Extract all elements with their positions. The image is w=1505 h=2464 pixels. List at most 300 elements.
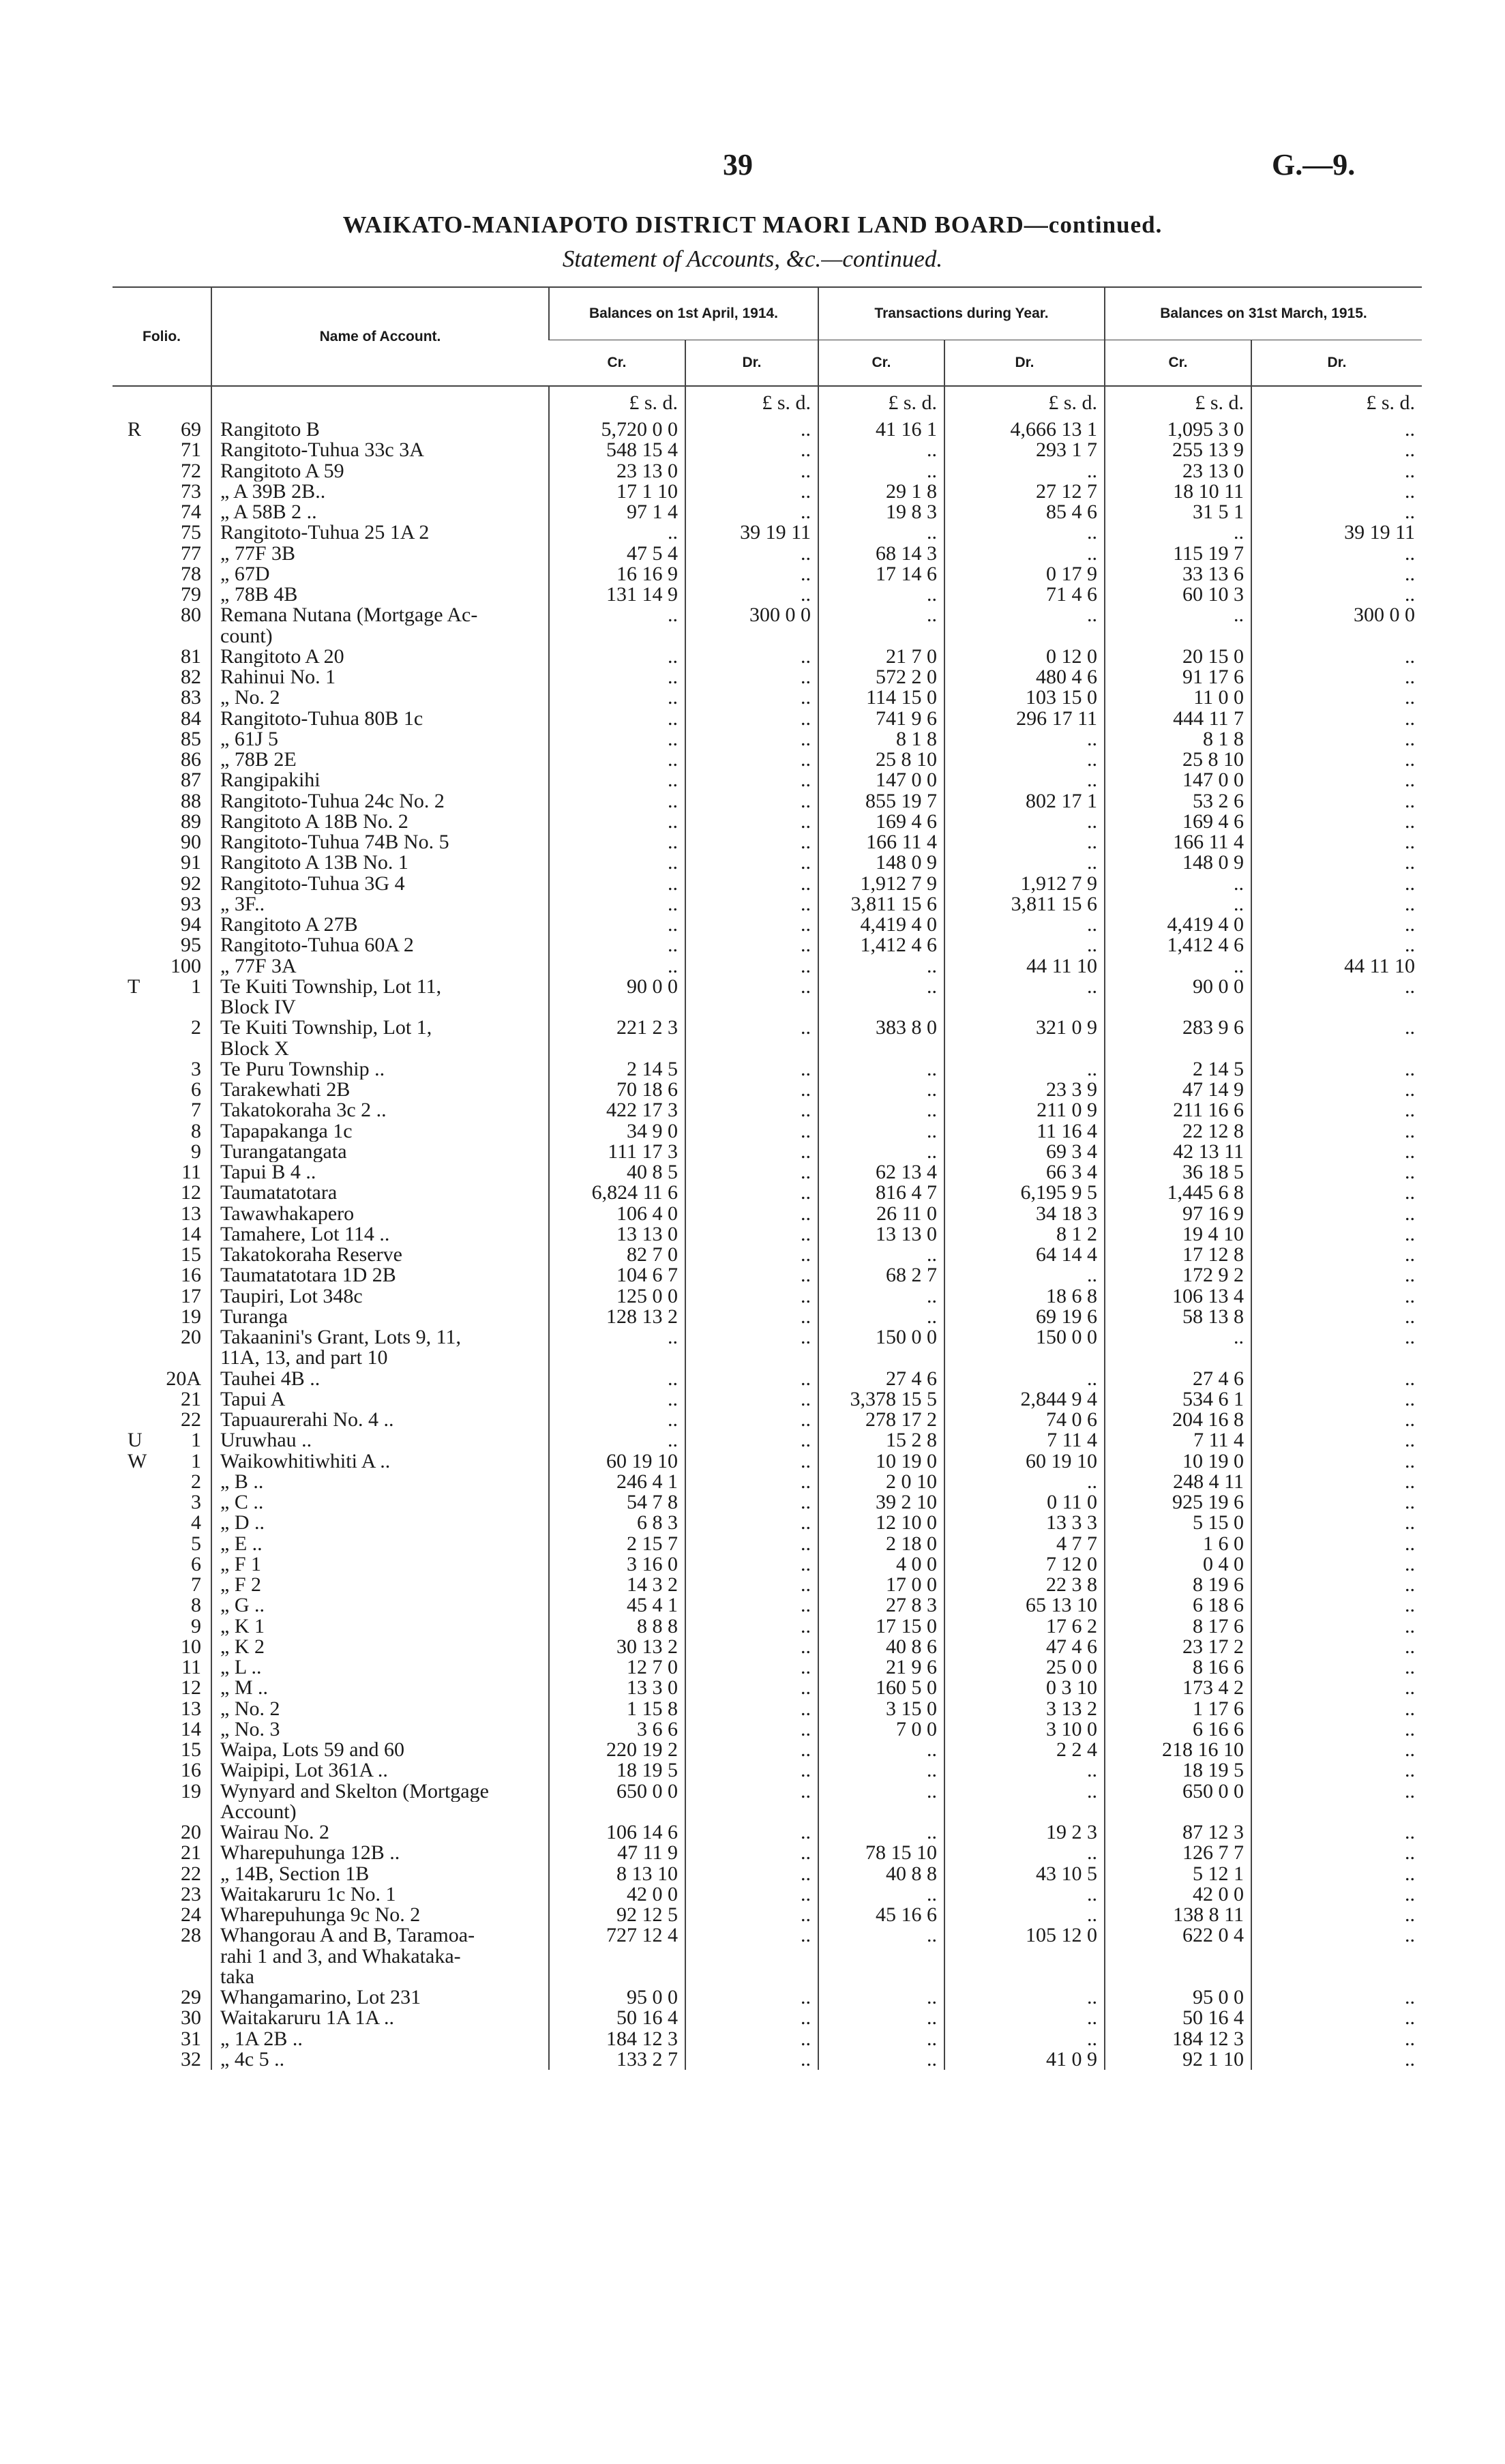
closing-dr-cell: .. <box>1251 1183 1422 1203</box>
transactions-cr-cell: .. <box>818 977 944 997</box>
closing-dr-cell: .. <box>1251 1513 1422 1533</box>
transactions-cr-cell: 3 15 0 <box>818 1699 944 1719</box>
folio-cell <box>113 852 211 873</box>
opening-cr-cell: 82 7 0 <box>549 1245 685 1265</box>
opening-cr-cell: 47 5 4 <box>549 544 685 564</box>
table-row <box>113 544 1422 564</box>
closing-cr-cell: 1,412 4 6 <box>1105 935 1251 955</box>
opening-dr-cell: .. <box>685 832 818 852</box>
folio-number: 81 <box>181 646 201 667</box>
transactions-cr-cell: .. <box>818 1245 944 1265</box>
transactions-dr-cell: .. <box>944 1781 1105 1802</box>
opening-dr-cell: .. <box>685 852 818 873</box>
transactions-dr-cell: .. <box>944 1843 1105 1863</box>
closing-dr-cell: .. <box>1251 1389 1422 1410</box>
transactions-cr-cell: 3,378 15 5 <box>818 1389 944 1410</box>
transactions-cr-cell: .. <box>818 461 944 481</box>
folio-cell <box>113 1162 211 1183</box>
transactions-dr-cell: 11 16 4 <box>944 1121 1105 1142</box>
folio-number: 21 <box>181 1843 201 1864</box>
folio-cell <box>113 874 211 894</box>
opening-cr-cell <box>549 1802 685 1822</box>
folio-cell <box>113 729 211 749</box>
folio-number: 13 <box>181 1203 201 1224</box>
folio-number: 1 <box>191 1430 201 1451</box>
folio-cell <box>113 1410 211 1430</box>
transactions-dr-cell: .. <box>944 1905 1105 1925</box>
closing-cr-cell: .. <box>1105 522 1251 543</box>
transactions-dr-cell: 69 19 6 <box>944 1307 1105 1327</box>
opening-dr-header: Dr. <box>685 340 818 387</box>
folio-cell <box>113 1554 211 1575</box>
opening-dr-cell: .. <box>685 1224 818 1245</box>
closing-cr-cell: 1 6 0 <box>1105 1534 1251 1554</box>
account-name-cell: Remana Nutana (Mortgage Ac- <box>211 605 549 625</box>
table-row <box>113 1039 1422 1059</box>
transactions-dr-cell: 1,912 7 9 <box>944 874 1105 894</box>
folio-cell <box>113 1245 211 1265</box>
transactions-dr-cell: 2,844 9 4 <box>944 1389 1105 1410</box>
table-row <box>113 1719 1422 1740</box>
closing-dr-cell <box>1251 1039 1422 1059</box>
name-header: Name of Account. <box>211 287 549 386</box>
folio-number: 73 <box>181 481 201 502</box>
table-row <box>113 1018 1422 1038</box>
closing-dr-cell: .. <box>1251 502 1422 522</box>
closing-cr-cell: 6 18 6 <box>1105 1595 1251 1616</box>
opening-cr-cell: 8 8 8 <box>549 1616 685 1637</box>
folio-number: 78 <box>181 563 201 584</box>
opening-balances-header: Balances on 1st April, 1914. <box>549 287 818 340</box>
account-name-cell: Rangitoto A 59 <box>211 461 549 481</box>
transactions-dr-cell: .. <box>944 729 1105 749</box>
closing-dr-cell <box>1251 1348 1422 1368</box>
opening-dr-cell: .. <box>685 791 818 812</box>
transactions-cr-cell: 816 4 7 <box>818 1183 944 1203</box>
opening-dr-cell: .. <box>685 419 818 440</box>
folio-cell <box>113 1307 211 1327</box>
page-subtitle: Statement of Accounts, &c.—continued. <box>562 246 943 272</box>
closing-dr-cell: .. <box>1251 1059 1422 1080</box>
transactions-dr-cell: 0 12 0 <box>944 647 1105 667</box>
account-name-cell: „ E .. <box>211 1534 549 1554</box>
transactions-dr-cell: 4 7 7 <box>944 1534 1105 1554</box>
folio-number: 15 <box>181 1740 201 1761</box>
opening-dr-cell: .. <box>685 647 818 667</box>
transactions-cr-cell: .. <box>818 1121 944 1142</box>
folio-number: 3 <box>191 1058 201 1080</box>
closing-cr-cell: 650 0 0 <box>1105 1781 1251 1802</box>
table-row <box>113 1575 1422 1595</box>
transactions-dr-cell: .. <box>944 605 1105 625</box>
folio-cell <box>113 544 211 564</box>
transactions-cr-cell: 2 0 10 <box>818 1472 944 1492</box>
opening-dr-cell: .. <box>685 709 818 729</box>
transactions-cr-cell: 3,811 15 6 <box>818 894 944 915</box>
document-code: G.—9. <box>1272 148 1356 181</box>
opening-cr-cell: .. <box>549 791 685 812</box>
opening-cr-cell: .. <box>549 709 685 729</box>
folio-cell <box>113 1802 211 1822</box>
table-row <box>113 1678 1422 1698</box>
folio-cell <box>113 1204 211 1224</box>
opening-dr-cell <box>685 1946 818 1967</box>
closing-cr-cell: 33 13 6 <box>1105 564 1251 584</box>
transactions-dr-cell: 3,811 15 6 <box>944 894 1105 915</box>
opening-dr-cell: .. <box>685 1657 818 1678</box>
opening-cr-cell: 42 0 0 <box>549 1884 685 1905</box>
folio-cell <box>113 791 211 812</box>
units-label: £ s. d. <box>1105 386 1251 419</box>
table-row <box>113 997 1422 1018</box>
transactions-cr-cell: .. <box>818 2008 944 2028</box>
closing-dr-cell: .. <box>1251 647 1422 667</box>
closing-cr-cell: 218 16 10 <box>1105 1740 1251 1760</box>
folio-number: 75 <box>181 522 201 544</box>
closing-cr-cell <box>1105 1967 1251 1987</box>
folio-cell <box>113 1534 211 1554</box>
transactions-cr-cell: 169 4 6 <box>818 812 944 832</box>
transactions-cr-cell: 41 16 1 <box>818 419 944 440</box>
folio-cell <box>113 1699 211 1719</box>
opening-dr-cell: .. <box>685 1451 818 1472</box>
opening-dr-cell: .. <box>685 874 818 894</box>
folio-number: 2 <box>191 1471 201 1492</box>
transactions-cr-cell <box>818 1967 944 1987</box>
transactions-dr-cell: .. <box>944 522 1105 543</box>
closing-cr-cell: 1,095 3 0 <box>1105 419 1251 440</box>
closing-dr-cell: .. <box>1251 1492 1422 1513</box>
account-name-cell: „ No. 2 <box>211 1699 549 1719</box>
transactions-dr-cell: 41 0 9 <box>944 2049 1105 2070</box>
transactions-dr-cell: 293 1 7 <box>944 440 1105 460</box>
account-name-cell: „ 1A 2B .. <box>211 2029 549 2049</box>
closing-dr-cell: .. <box>1251 874 1422 894</box>
folio-cell <box>113 1822 211 1843</box>
transactions-dr-cell: .. <box>944 935 1105 955</box>
closing-dr-cell: .. <box>1251 791 1422 812</box>
folio-number: 19 <box>181 1306 201 1327</box>
closing-cr-cell: 42 0 0 <box>1105 1884 1251 1905</box>
closing-cr-cell: 534 6 1 <box>1105 1389 1251 1410</box>
units-label: £ s. d. <box>1251 386 1422 419</box>
opening-cr-cell: 2 15 7 <box>549 1534 685 1554</box>
units-label: £ s. d. <box>685 386 818 419</box>
opening-cr-cell: 128 13 2 <box>549 1307 685 1327</box>
folio-number: 19 <box>181 1781 201 1802</box>
table-row <box>113 977 1422 997</box>
table-row <box>113 1595 1422 1616</box>
folio-prefix: U <box>128 1430 143 1451</box>
opening-dr-cell: .. <box>685 1307 818 1327</box>
closing-dr-cell: .. <box>1251 894 1422 915</box>
folio-cell <box>113 1925 211 1946</box>
account-name-cell: „ 78B 2E <box>211 749 549 770</box>
table-row <box>113 1905 1422 1925</box>
folio-number: 28 <box>181 1925 201 1946</box>
closing-balances-header: Balances on 31st March, 1915. <box>1105 287 1422 340</box>
transactions-dr-cell: 321 0 9 <box>944 1018 1105 1038</box>
closing-cr-cell: 8 16 6 <box>1105 1657 1251 1678</box>
folio-number: 83 <box>181 687 201 709</box>
opening-cr-cell: 40 8 5 <box>549 1162 685 1183</box>
table-row <box>113 1699 1422 1719</box>
closing-dr-cell: .. <box>1251 812 1422 832</box>
opening-dr-cell: .. <box>685 2029 818 2049</box>
opening-dr-cell: .. <box>685 687 818 708</box>
table-row <box>113 584 1422 605</box>
transactions-cr-cell: 68 14 3 <box>818 544 944 564</box>
opening-dr-cell: .. <box>685 1575 818 1595</box>
transactions-dr-cell: 74 0 6 <box>944 1410 1105 1430</box>
closing-dr-cell: .. <box>1251 584 1422 605</box>
opening-cr-cell <box>549 1967 685 1987</box>
folio-cell <box>113 997 211 1018</box>
account-name-cell: „ K 1 <box>211 1616 549 1637</box>
units-label: £ s. d. <box>818 386 944 419</box>
account-name-cell: „ K 2 <box>211 1637 549 1657</box>
closing-dr-cell: .. <box>1251 1905 1422 1925</box>
transactions-cr-cell: 150 0 0 <box>818 1327 944 1348</box>
table-row <box>113 2049 1422 2070</box>
opening-dr-cell: .. <box>685 1554 818 1575</box>
closing-dr-cell: .. <box>1251 977 1422 997</box>
opening-dr-cell: .. <box>685 1162 818 1183</box>
closing-dr-cell: .. <box>1251 1080 1422 1100</box>
account-name-cell: „ 61J 5 <box>211 729 549 749</box>
closing-dr-cell: .. <box>1251 481 1422 502</box>
closing-dr-cell: .. <box>1251 1265 1422 1286</box>
table-row <box>113 1946 1422 1967</box>
transactions-cr-cell: 17 15 0 <box>818 1616 944 1637</box>
folio-number: 69 <box>181 419 201 441</box>
transactions-dr-cell: .. <box>944 2029 1105 2049</box>
closing-cr-cell: 173 4 2 <box>1105 1678 1251 1698</box>
folio-cell <box>113 832 211 852</box>
transactions-cr-cell: .. <box>818 584 944 605</box>
folio-number: 16 <box>181 1760 201 1781</box>
closing-dr-header: Dr. <box>1251 340 1422 387</box>
folio-number: 95 <box>181 935 201 956</box>
closing-cr-cell: 204 16 8 <box>1105 1410 1251 1430</box>
closing-cr-cell: 2 14 5 <box>1105 1059 1251 1080</box>
folio-number: 93 <box>181 893 201 915</box>
table-row <box>113 440 1422 460</box>
opening-dr-cell: .. <box>685 1080 818 1100</box>
account-name-cell: Waitakaruru 1A 1A .. <box>211 2008 549 2028</box>
account-name-cell: Block IV <box>211 997 549 1018</box>
table-row <box>113 1760 1422 1781</box>
transactions-dr-cell: 25 0 0 <box>944 1657 1105 1678</box>
table-row <box>113 1513 1422 1533</box>
opening-cr-cell <box>549 626 685 647</box>
folio-number: 12 <box>181 1678 201 1699</box>
table-row <box>113 1389 1422 1410</box>
closing-cr-cell: 126 7 7 <box>1105 1843 1251 1863</box>
transactions-cr-cell: 21 9 6 <box>818 1657 944 1678</box>
transactions-cr-cell: 21 7 0 <box>818 647 944 667</box>
transactions-cr-cell: 45 16 6 <box>818 1905 944 1925</box>
account-name-cell: Takatokoraha Reserve <box>211 1245 549 1265</box>
transactions-dr-cell: 103 15 0 <box>944 687 1105 708</box>
transactions-cr-cell <box>818 997 944 1018</box>
opening-dr-cell: .. <box>685 1389 818 1410</box>
transactions-dr-cell: 13 3 3 <box>944 1513 1105 1533</box>
transactions-dr-cell: .. <box>944 1760 1105 1781</box>
folio-cell <box>113 1080 211 1100</box>
folio-cell <box>113 1039 211 1059</box>
folio-cell <box>113 522 211 543</box>
opening-cr-cell: 54 7 8 <box>549 1492 685 1513</box>
opening-cr-cell: 111 17 3 <box>549 1142 685 1162</box>
folio-cell <box>113 461 211 481</box>
opening-cr-cell: .. <box>549 956 685 977</box>
transactions-dr-cell: 6,195 9 5 <box>944 1183 1105 1203</box>
folio-cell <box>113 1513 211 1533</box>
account-name-cell: Te Kuiti Township, Lot 1, <box>211 1018 549 1038</box>
folio-number: 79 <box>181 584 201 606</box>
folio-number: 90 <box>181 832 201 853</box>
transactions-dr-cell: 105 12 0 <box>944 1925 1105 1946</box>
transactions-dr-cell <box>944 1967 1105 1987</box>
transactions-cr-cell: 741 9 6 <box>818 709 944 729</box>
table-row <box>113 481 1422 502</box>
opening-dr-cell: .. <box>685 1699 818 1719</box>
account-name-cell: Tauhei 4B .. <box>211 1369 549 1389</box>
opening-cr-cell: 5,720 0 0 <box>549 419 685 440</box>
closing-cr-cell <box>1105 1802 1251 1822</box>
account-name-cell: „ 77F 3B <box>211 544 549 564</box>
folio-cell <box>113 1637 211 1657</box>
closing-cr-cell: 184 12 3 <box>1105 2029 1251 2049</box>
opening-cr-cell: 90 0 0 <box>549 977 685 997</box>
closing-cr-cell: 23 17 2 <box>1105 1637 1251 1657</box>
folio-number: 100 <box>170 955 201 977</box>
folio-number: 22 <box>181 1410 201 1431</box>
transactions-dr-cell: .. <box>944 770 1105 790</box>
folio-cell <box>113 935 211 955</box>
transactions-cr-cell: .. <box>818 1059 944 1080</box>
folio-number: 9 <box>191 1616 201 1637</box>
folio-number: 82 <box>181 667 201 688</box>
closing-dr-cell: .. <box>1251 749 1422 770</box>
transactions-cr-cell: .. <box>818 1884 944 1905</box>
folio-cell <box>113 502 211 522</box>
transactions-dr-cell: 7 11 4 <box>944 1430 1105 1451</box>
transactions-cr-cell: .. <box>818 1100 944 1120</box>
folio-number: 21 <box>181 1389 201 1410</box>
transactions-dr-cell: .. <box>944 544 1105 564</box>
transactions-dr-cell: 0 3 10 <box>944 1678 1105 1698</box>
transactions-cr-cell: 383 8 0 <box>818 1018 944 1038</box>
transactions-cr-cell: 29 1 8 <box>818 481 944 502</box>
closing-dr-cell: .. <box>1251 1451 1422 1472</box>
folio-number: 1 <box>191 1451 201 1472</box>
transactions-cr-cell: 1,412 4 6 <box>818 935 944 955</box>
closing-dr-cell: .. <box>1251 1554 1422 1575</box>
folio-cell <box>113 1059 211 1080</box>
closing-dr-cell: .. <box>1251 1781 1422 1802</box>
account-name-cell: Tawawhakapero <box>211 1204 549 1224</box>
closing-dr-cell: .. <box>1251 1369 1422 1389</box>
opening-cr-cell <box>549 997 685 1018</box>
transactions-cr-cell <box>818 1946 944 1967</box>
opening-cr-cell: .. <box>549 522 685 543</box>
closing-cr-cell <box>1105 1946 1251 1967</box>
table-row <box>113 1554 1422 1575</box>
opening-cr-cell: .. <box>549 1410 685 1430</box>
opening-dr-cell: .. <box>685 1740 818 1760</box>
transactions-cr-cell: 39 2 10 <box>818 1492 944 1513</box>
folio-cell <box>113 956 211 977</box>
account-name-cell: Taumatatotara <box>211 1183 549 1203</box>
account-name-cell: Te Puru Township .. <box>211 1059 549 1080</box>
transactions-dr-cell: .. <box>944 1059 1105 1080</box>
closing-dr-cell: .. <box>1251 1822 1422 1843</box>
folio-number: 74 <box>181 502 201 523</box>
table-row <box>113 1657 1422 1678</box>
closing-dr-cell: .. <box>1251 1430 1422 1451</box>
opening-cr-cell: 6 8 3 <box>549 1513 685 1533</box>
folio-cell <box>113 2049 211 2070</box>
table-row <box>113 626 1422 647</box>
account-name-cell: Rangitoto-Tuhua 24c No. 2 <box>211 791 549 812</box>
closing-cr-cell: 10 19 0 <box>1105 1451 1251 1472</box>
closing-cr-cell: 31 5 1 <box>1105 502 1251 522</box>
table-row <box>113 1286 1422 1307</box>
closing-cr-cell: 36 18 5 <box>1105 1162 1251 1183</box>
transactions-cr-cell: .. <box>818 440 944 460</box>
table-row <box>113 1307 1422 1327</box>
table-row <box>113 770 1422 790</box>
units-label: £ s. d. <box>944 386 1105 419</box>
closing-cr-cell: 0 4 0 <box>1105 1554 1251 1575</box>
opening-dr-cell: .. <box>685 770 818 790</box>
account-name-cell: Wharepuhunga 12B .. <box>211 1843 549 1863</box>
transactions-dr-cell: 60 19 10 <box>944 1451 1105 1472</box>
closing-dr-cell: .. <box>1251 729 1422 749</box>
opening-cr-cell <box>549 1348 685 1368</box>
opening-cr-cell: 422 17 3 <box>549 1100 685 1120</box>
folio-cell <box>113 667 211 687</box>
closing-dr-cell: .. <box>1251 544 1422 564</box>
closing-dr-cell: .. <box>1251 1018 1422 1038</box>
table-row <box>113 749 1422 770</box>
transactions-dr-cell: 66 3 4 <box>944 1162 1105 1183</box>
opening-dr-cell: .. <box>685 1492 818 1513</box>
folio-number: 1 <box>191 976 201 997</box>
account-name-cell: Rangipakihi <box>211 770 549 790</box>
opening-dr-cell: .. <box>685 1925 818 1946</box>
folio-number: 20A <box>166 1368 201 1389</box>
opening-cr-cell: 23 13 0 <box>549 461 685 481</box>
closing-dr-cell: .. <box>1251 687 1422 708</box>
folio-prefix: W <box>128 1451 147 1472</box>
transactions-dr-cell: 0 11 0 <box>944 1492 1105 1513</box>
opening-cr-cell: 221 2 3 <box>549 1018 685 1038</box>
transactions-dr-cell: 8 1 2 <box>944 1224 1105 1245</box>
table-row <box>113 874 1422 894</box>
folio-number: 13 <box>181 1698 201 1719</box>
closing-cr-cell: 23 13 0 <box>1105 461 1251 481</box>
transactions-dr-cell <box>944 997 1105 1018</box>
folio-cell <box>113 1142 211 1162</box>
opening-cr-cell: 60 19 10 <box>549 1451 685 1472</box>
folio-cell <box>113 749 211 770</box>
transactions-cr-header: Cr. <box>818 340 944 387</box>
closing-dr-cell: 39 19 11 <box>1251 522 1422 543</box>
transactions-cr-cell <box>818 626 944 647</box>
